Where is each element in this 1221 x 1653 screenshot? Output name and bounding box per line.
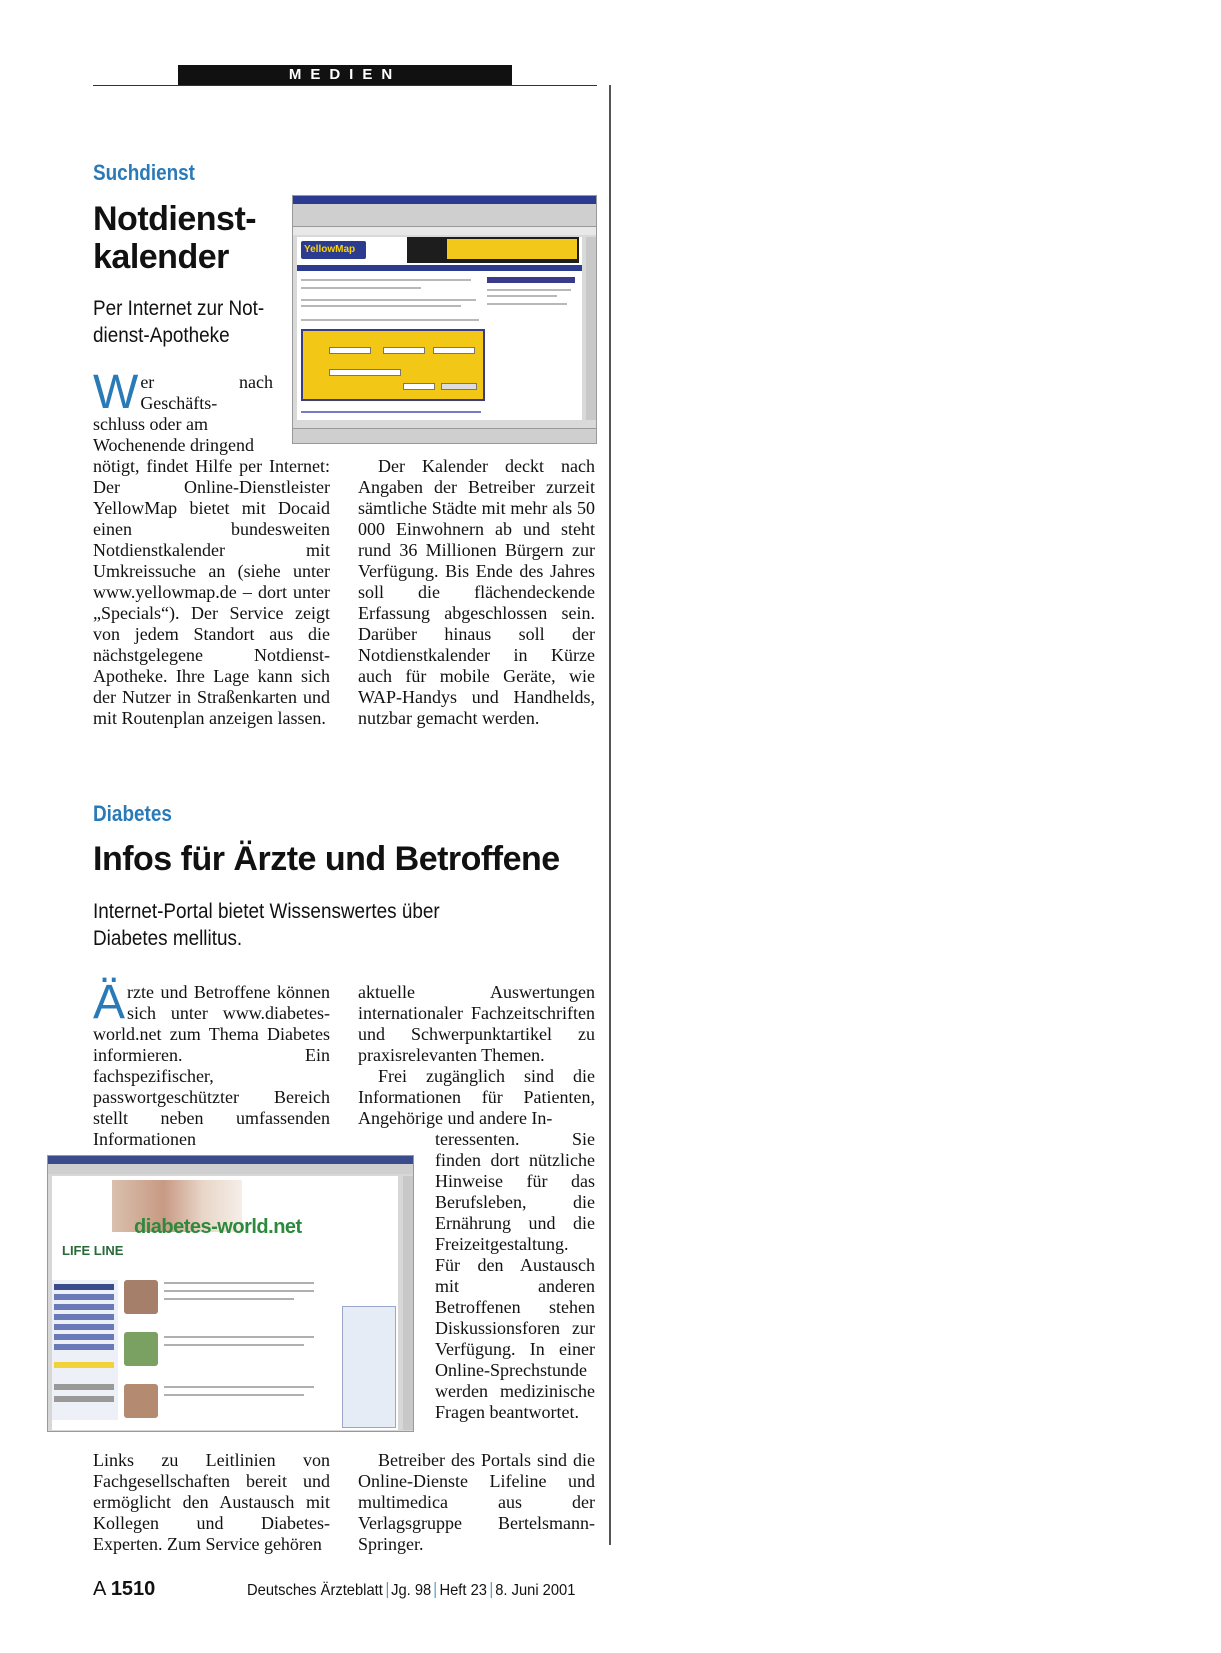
diabetes-world-logo: diabetes-world.net bbox=[134, 1216, 302, 1238]
portal-sidebar bbox=[52, 1280, 118, 1420]
sidebar-row bbox=[54, 1396, 114, 1402]
article2-subtitle bbox=[93, 898, 440, 952]
sidebar-row bbox=[54, 1324, 114, 1330]
form-field bbox=[329, 369, 401, 376]
article2-title: Infos für Ärzte und Betroffene bbox=[93, 840, 560, 878]
browser-addressbar bbox=[293, 227, 596, 235]
separator bbox=[435, 1582, 436, 1598]
browser-toolbar bbox=[293, 204, 596, 227]
text-line bbox=[164, 1298, 294, 1300]
eye-photo bbox=[124, 1280, 158, 1314]
form-field bbox=[329, 347, 371, 354]
food-photo bbox=[124, 1332, 158, 1366]
article2-dropcap: Ä bbox=[93, 976, 126, 1029]
text-line bbox=[301, 299, 476, 301]
portal-right-panel bbox=[342, 1306, 396, 1428]
browser-scrollbar bbox=[403, 1176, 413, 1430]
text-line bbox=[487, 303, 567, 305]
article2-kicker: Diabetes bbox=[93, 801, 172, 826]
page-number-value: 1510 bbox=[110, 1578, 156, 1600]
journal-date: 8. Juni 2001 bbox=[495, 1582, 576, 1599]
search-button bbox=[441, 383, 477, 390]
text-line bbox=[164, 1290, 314, 1292]
article2-subtitle-line2: Diabetes mellitus. bbox=[93, 927, 243, 950]
article2-col1-bottom: Links zu Leitlinien von Fachgesellschaften bereit und ermöglicht den Austausch mit Kollegen und Diabetes-Experten. Zum Service gehören bbox=[93, 1450, 330, 1554]
diabetes-world-page bbox=[52, 1176, 398, 1430]
article1-subtitle-line2: dienst-Apotheke bbox=[93, 324, 230, 347]
journal-volume: Jg. 98 bbox=[391, 1582, 432, 1599]
article2-subtitle-line1: Internet-Portal bietet Wissenswertes über bbox=[93, 900, 440, 923]
search-form-box bbox=[301, 329, 485, 401]
article2-col2-p3: Betreiber des Portals sind die Online-Dienste Lifeline und multimedica aus der Verlagsgruppe Bertelsmann-Springer. bbox=[358, 1450, 595, 1554]
header-rule bbox=[93, 85, 597, 86]
sidebar-row bbox=[54, 1314, 114, 1320]
page-number bbox=[93, 1578, 155, 1601]
article1-col2: Der Kalender deckt nach Angaben der Betreiber zurzeit sämtliche Städte mit mehr als 50 000 Einwohnern ab und steht rund 36 Millionen Bürgern zur Verfügung. Bis Ende des Jahres soll die flächendeckende Erfassung abgeschlossen sein. Darüber hinaus soll der Notdienstkalender in Kürze auch für mobile Geräte, wie WAP-Handys und Handhelds, nutzbar gemacht werden. bbox=[358, 456, 595, 728]
text-line bbox=[301, 305, 461, 307]
browser-titlebar bbox=[48, 1156, 413, 1164]
form-field bbox=[383, 347, 425, 354]
yellowmap-logo: YellowMap bbox=[301, 241, 366, 259]
text-line bbox=[487, 289, 571, 291]
journal-name: Deutsches Ärzteblatt bbox=[247, 1582, 383, 1599]
text-line bbox=[301, 287, 421, 289]
sidebar-header bbox=[487, 277, 575, 283]
article2-col2-p2-narrow: teressenten. Sie finden dort nützliche Hinweise für das Berufsleben, die Ernährung und die Freizeitgestaltung. Für den Austausch mit anderen Betroffenen stehen Diskussionsforen zur Verfügung. In einer Online-Sprechstunde werden medizinische Fragen beantwortet. bbox=[435, 1129, 595, 1422]
sidebar-highlight bbox=[54, 1362, 114, 1368]
separator bbox=[491, 1582, 492, 1598]
article1-col1-text-a: er nach Geschäfts- schluss oder am Wochenende dringend bbox=[93, 372, 273, 455]
section-banner: MEDIEN bbox=[178, 65, 512, 85]
article1-dropcap: W bbox=[93, 372, 139, 419]
text-line bbox=[487, 295, 557, 297]
text-line bbox=[301, 319, 479, 321]
article1-col1-top bbox=[93, 372, 273, 456]
journal-issue: Heft 23 bbox=[439, 1582, 487, 1599]
sidebar-row bbox=[54, 1344, 114, 1350]
article1-kicker: Suchdienst bbox=[93, 160, 195, 185]
sidebar-row bbox=[54, 1294, 114, 1300]
browser-titlebar bbox=[293, 196, 596, 204]
browser-statusbar bbox=[293, 428, 596, 443]
separator bbox=[386, 1582, 387, 1598]
text-line bbox=[164, 1344, 304, 1346]
article2-col1-top-text: rzte und Betroffene können sich unter www.diabetes-world.net zum Thema Diabetes informieren. Ein fachspezifischer, passwortgeschützter Bereich stellt neben umfassenden Informationen bbox=[93, 982, 330, 1149]
lifeline-logo: LIFE LINE bbox=[62, 1243, 124, 1258]
article1-title-line2: kalender bbox=[93, 238, 229, 276]
journal-info bbox=[247, 1582, 575, 1600]
footer-links bbox=[301, 411, 481, 413]
yellowmap-page bbox=[297, 237, 582, 420]
column-rule bbox=[609, 85, 611, 1545]
article1-title bbox=[93, 200, 256, 276]
text-line bbox=[164, 1394, 304, 1396]
form-field bbox=[433, 347, 475, 354]
diabetes-world-screenshot bbox=[47, 1155, 414, 1432]
yellowmap-nav bbox=[297, 265, 582, 271]
article1-col1 bbox=[93, 456, 330, 729]
browser-toolbar bbox=[48, 1164, 413, 1174]
form-field bbox=[403, 383, 435, 390]
browser-scrollbar bbox=[586, 237, 596, 420]
text-line bbox=[301, 279, 471, 281]
article1-subtitle bbox=[93, 295, 264, 349]
text-line bbox=[164, 1282, 314, 1284]
text-line bbox=[164, 1336, 314, 1338]
sidebar-row bbox=[54, 1284, 114, 1290]
text-line bbox=[164, 1386, 314, 1388]
article1-title-line1: Notdienst- bbox=[93, 200, 257, 238]
yellowmap-screenshot bbox=[292, 195, 597, 444]
sidebar-row bbox=[54, 1304, 114, 1310]
article1-col1-text-b: nötigt, findet Hilfe per Internet: Der Online-Dienstleister YellowMap bietet mit Docaid einen bundesweiten Notdienstkalender mit Umkreissuche an (siehe unter www.yellowmap.de – dort unter „Specials“). Der Service zeigt von jedem Standort aus die nächstgelegene Notdienst-Apotheke. Ihre Lage kann sich der Nutzer in Straßenkarten und mit Routenplan anzeigen lassen. bbox=[93, 456, 330, 728]
article1-subtitle-line1: Per Internet zur Not- bbox=[93, 297, 265, 320]
article2-col2-top: aktuelle Auswertungen internationaler Fachzeitschriften und Schwerpunktartikel zu praxisrelevanten Themen. bbox=[358, 982, 595, 1065]
sidebar-row bbox=[54, 1334, 114, 1340]
sidebar-row bbox=[54, 1384, 114, 1390]
yellowmap-banner-ad bbox=[447, 239, 577, 259]
people-photo bbox=[124, 1384, 158, 1418]
article2-col2-p2-start: Frei zugänglich sind die Informationen für Patienten, Angehörige und andere In- bbox=[358, 1066, 595, 1128]
page-prefix: A bbox=[93, 1578, 106, 1600]
article2-col1-top bbox=[93, 976, 330, 1150]
